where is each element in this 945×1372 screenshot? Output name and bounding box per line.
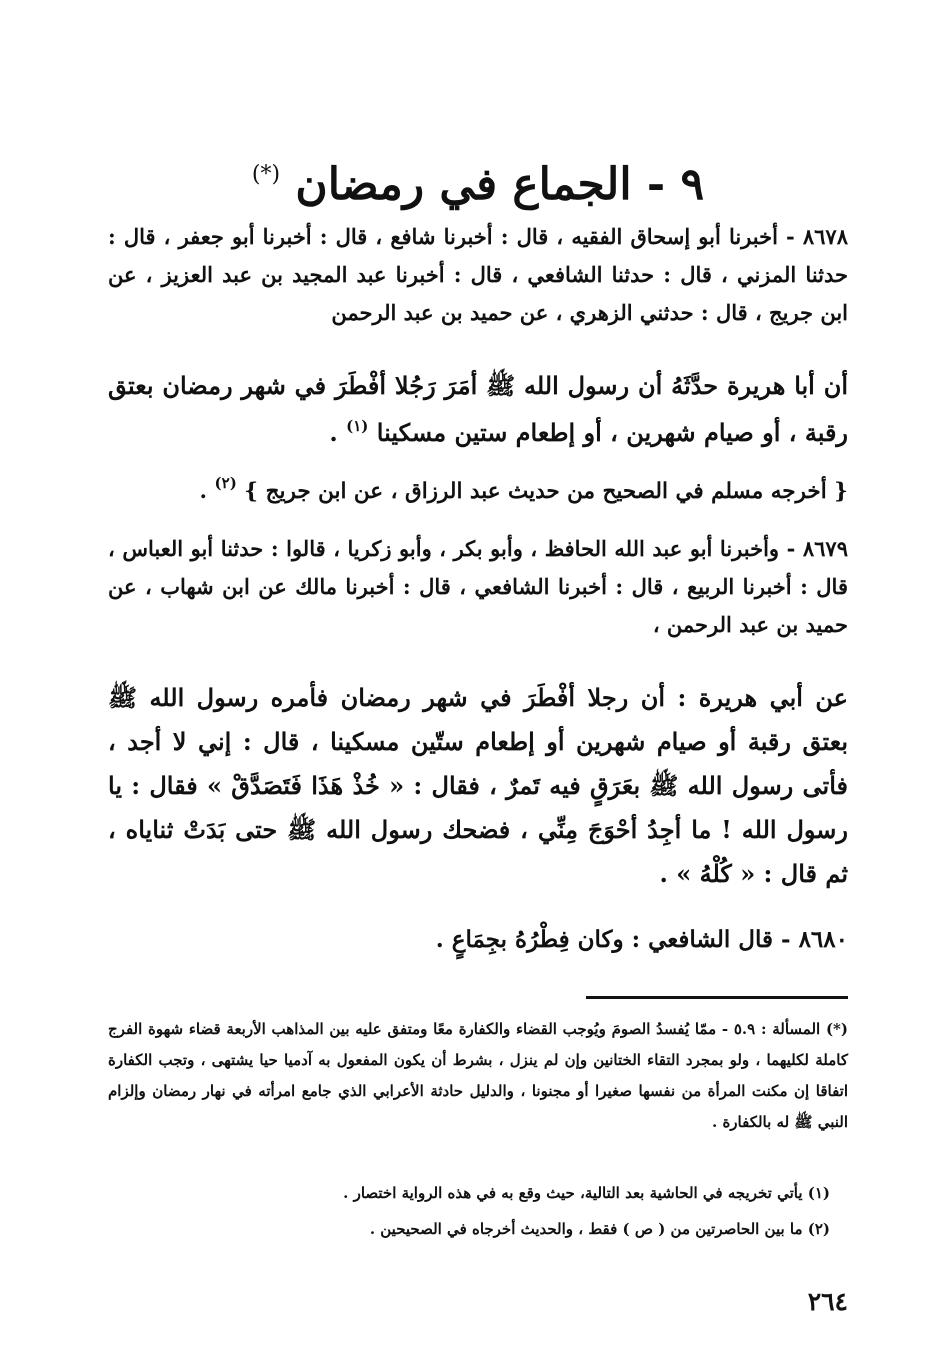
book-page [108, 0, 848, 1372]
hadith-8678-takhrij-end: . [199, 479, 215, 504]
footnote-ref-2: (٢) [214, 474, 237, 492]
footnote-main-text: المسألة : ٥.٩ - ممّا يُفسدُ الصومَ ويُوجب القضاء والكفارة معًا ومتفق عليه بين المذاهب الأربعة قضاء شهوة الفرج كاملة لكليهما ، ولو بمجرد التقاء الختانين وإن لم ينزل ، بشرط أن يكون المفعول به آدميا حيا يشتهى ، وتجب الكفارة اتفاقا إن مكنت المرأة من نفسها صغيرا أو مجنونا ، والدليل حادثة الأعرابي الذي جامع امرأته في نهار رمضان وإلزام النبي ﷺ له بالكفارة . [108, 1020, 848, 1131]
hadith-8679-isnad: ٨٦٧٩ - وأخبرنا أبو عبد الله الحافظ ، وأبو بكر ، وأبو زكريا ، قالوا : حدثنا أبو العباس ، قال : أخبرنا الربيع ، قال : أخبرنا الشافعي ، قال : أخبرنا مالك عن ابن شهاب ، عن حميد بن عبد الرحمن ، [108, 536, 848, 637]
hadith-8678-takhrij [108, 474, 848, 510]
hadith-8679-matn: عن أبي هريرة : أن رجلا أفْطَرَ في شهر رمضان فأمره رسول الله ﷺ بعتق رقبة أو صيام شهرين أو إطعام ستّين مسكينا ، قال : إني لا أجد ، فأتى رسول الله ﷺ بعَرَقٍ فيه تَمرٌ ، فقال : « خُذْ هَذَا فَتَصَدَّقْ » فقال : يا رسول الله ! ما أجِدُ أحْوَجَ مِنِّي ، فضحك رسول الله ﷺ حتى بَدَتْ ثناياه ، ثم قال : « كُلْهُ » . [108, 683, 848, 888]
chapter-title-text: ٩ - الجماع في رمضان [295, 159, 705, 210]
hadith-8680-text: ٨٦٨٠ - قال الشافعي : وكان فِطْرُهُ بجِمَاعٍ . [435, 926, 848, 953]
footnote-main-marker: (*) [825, 1020, 848, 1038]
footnote-main [108, 1014, 848, 1138]
hadith-8678-matn [108, 362, 848, 456]
hadith-8678-matn-end: . [329, 418, 347, 447]
hadith-8678-takhrij-text: { أخرجه مسلم في الصحيح من حديث عبد الرزاق ، عن ابن جريج } [244, 479, 848, 504]
chapter-title [108, 140, 848, 220]
footnote-2: (٢) ما بين الحاصرتين من ( ص ) فقط ، والحديث أخرجاه في الصحيحين . [369, 1220, 830, 1238]
footnote-1: (١) يأتي تخريجه في الحاشية بعد التالية، حيث وقع به في هذه الرواية اختصار . [343, 1184, 830, 1202]
chapter-note-marker: (*) [251, 162, 281, 187]
footnote-ref-1: (١) [346, 417, 369, 435]
page-number: ٢٦٤ [807, 1287, 848, 1316]
footnote-separator [586, 996, 848, 999]
hadith-8678-isnad: ٨٦٧٨ - أخبرنا أبو إسحاق الفقيه ، قال : أخبرنا شافع ، قال : أخبرنا أبو جعفر ، قال : حدثنا المزني ، قال : حدثنا الشافعي ، قال : أخبرنا عبد المجيد بن عبد العزيز ، عن ابن جريج ، قال : حدثني الزهري ، عن حميد بن عبد الرحمن [108, 224, 848, 325]
hadith-8678-matn-text: أن أبا هريرة حدَّثَهُ أن رسول الله ﷺ أمَرَ رَجُلا أفْطَرَ في شهر رمضان بعتق رقبة ، أو صيام شهرين ، أو إطعام ستين مسكينا [108, 371, 848, 447]
